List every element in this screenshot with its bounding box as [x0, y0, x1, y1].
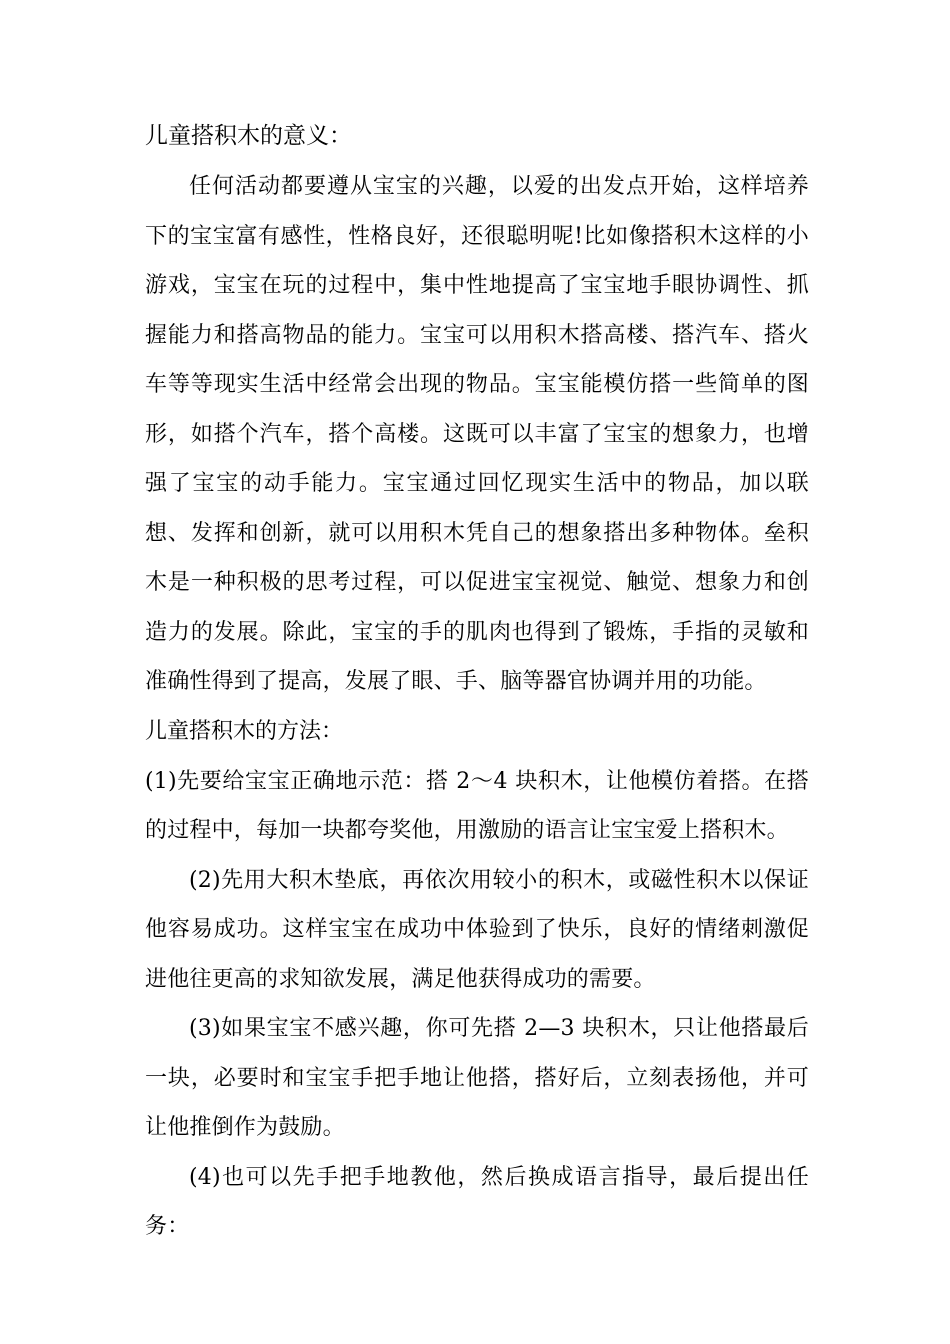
- method-step-1: (1)先要给宝宝正确地示范：搭 2～4 块积木，让他模仿着搭。在搭的过程中，每加一块都夸奖他，用激励的语言让宝宝爱上搭积木。: [145, 768, 809, 843]
- heading-method: 儿童搭积木的方法：: [145, 718, 344, 744]
- method-step-4: (4)也可以先手把手地教他，然后换成语言指导，最后提出任务：: [145, 1164, 809, 1239]
- heading-meaning: 儿童搭积木的意义：: [145, 123, 352, 149]
- method-step-2: (2)先用大积木垫底，再依次用较小的积木，或磁性积木以保证他容易成功。这样宝宝在成功中体验到了快乐，良好的情绪刺激促进他往更高的求知欲发展，满足他获得成功的需要。: [145, 867, 809, 992]
- method-step-3: (3)如果宝宝不感兴趣，你可先搭 2—3 块积木，只让他搭最后一块，必要时和宝宝手把手地让他搭，搭好后，立刻表扬他，并可让他推倒作为鼓励。: [145, 1016, 809, 1140]
- meaning-paragraph: 任何活动都要遵从宝宝的兴趣，以爱的出发点开始，这样培养下的宝宝富有感性，性格良好，还很聪明呢!比如像搭积木这样的小游戏，宝宝在玩的过程中，集中性地提高了宝宝地手眼协调性、抓握能力和搭高物品的能力。宝宝可以用积木搭高楼、搭汽车、搭火车等等现实生活中经常会出现的物品。宝宝能模仿搭一些简单的图形，如搭个汽车，搭个高楼。这既可以丰富了宝宝的想象力，也增强了宝宝的动手能力。宝宝通过回忆现实生活中的物品，加以联想、发挥和创新，就可以用积木凭自己的想象搭出多种物体。垒积木是一种积极的思考过程，可以促进宝宝视觉、触觉、想象力和创造力的发展。除此，宝宝的手的肌肉也得到了锻炼，手指的灵敏和准确性得到了提高，发展了眼、手、脑等器官协调并用的功能。: [145, 174, 809, 694]
- document-page: [145, 110, 809, 1252]
